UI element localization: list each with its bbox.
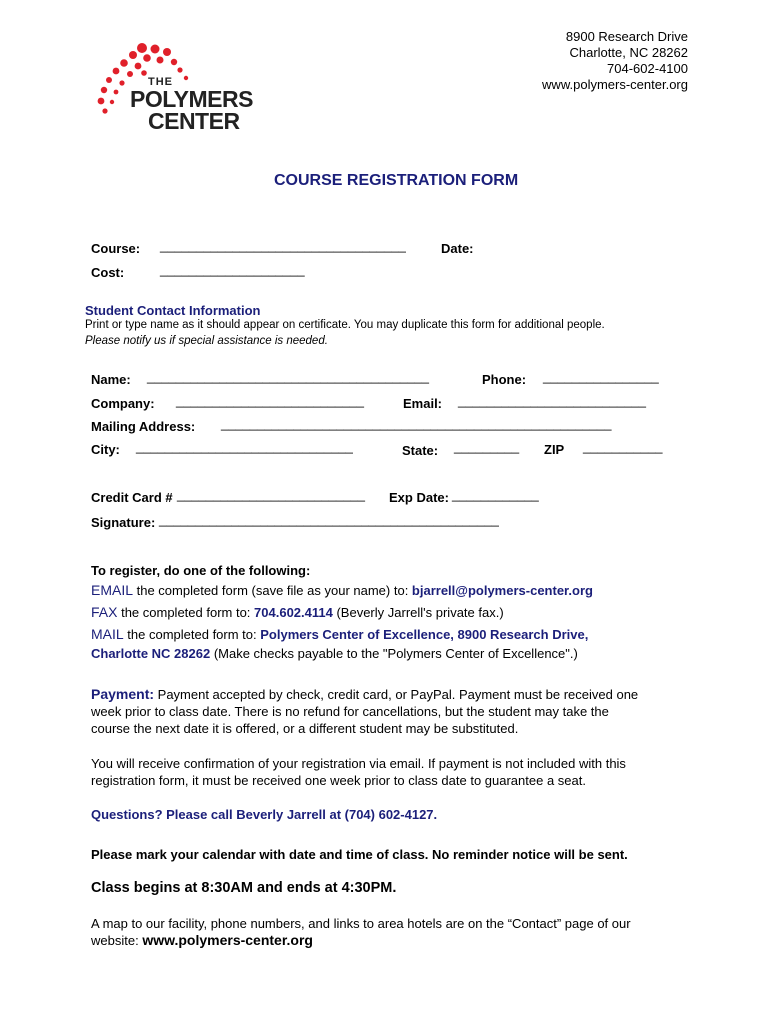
register-email-row [91, 582, 593, 598]
email-field[interactable]: __________________________ [458, 393, 646, 408]
fax-method-label: FAX [91, 604, 118, 620]
mail-method-text: the completed form to: [123, 627, 261, 642]
zip-field[interactable]: ___________ [583, 439, 663, 454]
contact-section-heading: Student Contact Information [85, 303, 261, 318]
cost-field[interactable]: ____________________ [160, 262, 305, 277]
mail-address-line1: Polymers Center of Excellence, 8900 Research Drive, [260, 627, 589, 642]
mailing-address-field[interactable]: ______________________________________________________ [221, 416, 612, 431]
logo-center-text: CENTER [148, 108, 240, 134]
map-note-text-1: A map to our facility, phone numbers, and links to area hotels are on the “Contact” page of our [91, 916, 631, 931]
confirmation-text-1: You will receive confirmation of your registration via email. If payment is not included with this [91, 756, 626, 771]
name-field[interactable]: _______________________________________ [147, 369, 429, 384]
credit-card-field[interactable]: __________________________ [177, 487, 365, 502]
class-time: Class begins at 8:30AM and ends at 4:30PM. [91, 880, 397, 896]
logo-the-text: THE [148, 76, 173, 88]
company-field[interactable]: __________________________ [176, 393, 364, 408]
calendar-note: Please mark your calendar with date and time of class. No reminder notice will be sent. [91, 847, 628, 862]
payment-label: Payment: [91, 686, 155, 702]
form-title: COURSE REGISTRATION FORM [274, 172, 519, 189]
address-block [542, 29, 688, 93]
payment-paragraph [91, 686, 638, 737]
website-link[interactable]: www.polymers-center.org [142, 932, 313, 948]
map-note-website-prefix: website: [91, 933, 143, 948]
mailing-address-label: Mailing Address: [91, 419, 196, 434]
phone-label: Phone: [482, 372, 527, 387]
state-label: State: [402, 443, 439, 458]
signature-field[interactable]: _______________________________________________ [159, 512, 499, 527]
register-mail-row [91, 626, 588, 642]
city-label: City: [91, 442, 120, 457]
name-label: Name: [91, 372, 131, 387]
payment-text-3: course the next date it is offered, or a different student may be substituted. [91, 721, 519, 736]
questions-contact: Questions? Please call Beverly Jarrell at (704) 602-4127. [91, 807, 438, 822]
certificate-note: Print or type name as it should appear on certificate. You may duplicate this form for additional people. [85, 319, 605, 331]
confirmation-text-2: registration form, it must be received one week prior to class date to guarantee a seat. [91, 773, 586, 788]
course-field[interactable]: __________________________________ [160, 238, 406, 253]
confirmation-paragraph [91, 755, 626, 789]
mail-check-note: (Make checks payable to the "Polymers Center of Excellence".) [210, 646, 578, 661]
mail-method-label: MAIL [91, 626, 124, 642]
payment-text-1: Payment accepted by check, credit card, or PayPal. Payment must be received one [154, 687, 639, 702]
registration-email-address[interactable]: bjarrell@polymers-center.org [411, 583, 593, 598]
payment-text-2: week prior to class date. There is no refund for cancellations, but the student may take the [91, 704, 609, 719]
date-label: Date: [441, 241, 474, 256]
address-website: www.polymers-center.org [542, 77, 688, 92]
address-street: 8900 Research Drive [565, 29, 688, 44]
mail-address-line2: Charlotte NC 28262 [91, 646, 211, 661]
credit-card-label: Credit Card # [91, 490, 173, 505]
address-phone: 704-602-4100 [607, 61, 688, 76]
register-heading: To register, do one of the following: [91, 563, 311, 578]
fax-note: (Beverly Jarrell's private fax.) [332, 605, 504, 620]
logo-polymers-text: POLYMERS [130, 86, 253, 112]
cost-label: Cost: [91, 265, 125, 280]
register-fax-row [91, 604, 504, 620]
exp-date-field[interactable]: ____________ [452, 487, 539, 502]
special-assistance-note: Please notify us if special assistance is needed. [85, 335, 328, 347]
fax-method-text: the completed form to: [117, 605, 255, 620]
address-city: Charlotte, NC 28262 [569, 45, 688, 60]
phone-field[interactable]: ________________ [543, 369, 659, 384]
zip-label: ZIP [544, 442, 565, 457]
map-note-paragraph [91, 915, 631, 949]
email-method-text: the completed form (save file as your name) to: [133, 583, 412, 598]
exp-date-label: Exp Date: [389, 490, 449, 505]
company-label: Company: [91, 396, 155, 411]
register-mail-row-2 [91, 646, 578, 661]
course-label: Course: [91, 241, 141, 256]
email-method-label: EMAIL [91, 582, 134, 598]
city-field[interactable]: ______________________________ [136, 439, 353, 454]
signature-label: Signature: [91, 515, 156, 530]
state-field[interactable]: _________ [454, 439, 520, 454]
email-label: Email: [403, 396, 443, 411]
fax-number: 704.602.4114 [254, 605, 333, 620]
